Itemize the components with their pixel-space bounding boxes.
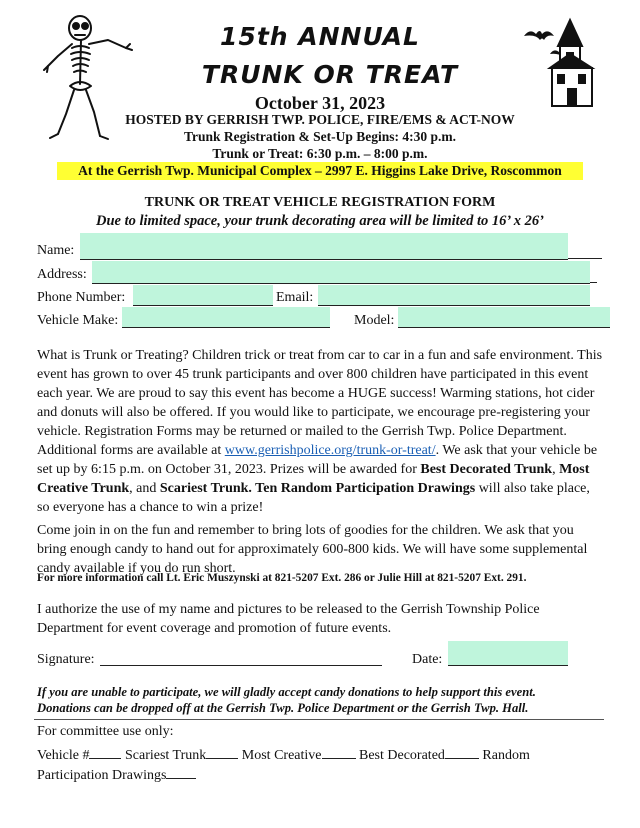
event-title-line1: 15th ANNUAL xyxy=(220,22,420,51)
vehicle-number-label: Vehicle # xyxy=(37,748,90,763)
email-field[interactable] xyxy=(318,285,590,306)
prize-most-creative: Most Creative Trunk xyxy=(37,462,590,496)
registration-link[interactable]: www.gerrishpolice.org/trunk-or-treat/ xyxy=(224,443,436,458)
vehicle-number-blank[interactable] xyxy=(89,746,121,759)
name-field[interactable] xyxy=(80,233,568,260)
description-paragraph xyxy=(37,346,603,517)
vehicle-make-label: Vehicle Make: xyxy=(37,313,119,328)
event-title-line2: TRUNK OR TREAT xyxy=(201,60,459,89)
name-label: Name: xyxy=(37,243,75,258)
description-text-a: What is Trunk or Treating? Children trick or treat from car to car in a fun and safe environment. This event has grown to over 45 trunk participants and over 800 children have participated in this event each year. We are proud to say this event has become a HUGE success! Warming stations, hot cider and donuts will also be offered. If you would like to participate, we encourage pre-registering your vehicle. Registration Forms may be returned or mailed to the Gerrish Twp. Police Department. Additional forms are available at xyxy=(37,348,603,458)
event-date: October 31, 2023 xyxy=(254,93,386,113)
model-label: Model: xyxy=(354,313,395,328)
creative-blank[interactable] xyxy=(322,746,356,759)
prize-separator-1: , xyxy=(552,462,560,477)
prize-separator-2: , and xyxy=(129,481,160,496)
form-subtitle: Due to limited space, your trunk decorating area will be limited to 16’ x 26’ xyxy=(95,213,544,229)
date-field[interactable] xyxy=(448,641,568,666)
date-label: Date: xyxy=(412,652,443,667)
phone-label: Phone Number: xyxy=(37,290,126,305)
event-time: Trunk or Treat: 6:30 p.m. – 8:00 p.m. xyxy=(212,146,428,161)
model-field[interactable] xyxy=(398,307,610,328)
signature-label: Signature: xyxy=(37,652,95,667)
authorization-text: I authorize the use of my name and pictures to be released to the Gerrish Township Police Department for event coverage and promotion of future events. xyxy=(37,602,540,636)
donations-line2: Donations can be dropped off at the Gerrish Twp. Police Department or the Gerrish Twp. Hall. xyxy=(37,701,529,715)
random-drawings-label: Random Participation Drawings xyxy=(37,748,530,783)
phone-field[interactable] xyxy=(133,285,273,306)
email-label: Email: xyxy=(276,290,314,305)
prize-best-decorated: Best Decorated Trunk xyxy=(420,462,553,477)
registration-time: Trunk Registration & Set-Up Begins: 4:30 p.m. xyxy=(183,129,456,144)
committee-title: For committee use only: xyxy=(37,724,174,739)
creative-label: Most Creative xyxy=(241,748,322,763)
divider xyxy=(34,719,604,720)
description-text-b: . We ask that your vehicle be set up by 6:15 p.m. on October 31, 2023. Prizes will be awarded for xyxy=(37,443,598,477)
committee-row xyxy=(37,746,603,786)
signature-field[interactable] xyxy=(100,665,382,666)
event-location: At the Gerrish Twp. Municipal Complex – 2997 E. Higgins Lake Drive, Roscommon xyxy=(57,162,583,180)
address-field[interactable] xyxy=(92,261,590,284)
scariest-label: Scariest Trunk xyxy=(124,748,207,763)
decorated-label: Best Decorated xyxy=(359,748,445,763)
hosted-by: HOSTED BY GERRISH TWP. POLICE, FIRE/EMS & ACT-NOW xyxy=(125,112,515,127)
vehicle-make-field[interactable] xyxy=(122,307,330,328)
prize-scariest-and-drawings: Scariest Trunk. Ten Random Participation Drawings xyxy=(159,481,476,496)
donations-line1: If you are unable to participate, we will gladly accept candy donations to help support this event. xyxy=(37,685,536,699)
candy-paragraph: Come join in on the fun and remember to bring lots of goodies for the children. We ask that you bring enough candy to hand out for approximately 600-800 kids. We will have some supplemental candy available if you do run short. xyxy=(37,523,588,576)
scariest-blank[interactable] xyxy=(206,746,238,759)
address-label: Address: xyxy=(37,267,87,282)
description-text-c: will also take place, so everyone has a chance to win a prize! xyxy=(37,481,590,515)
decorated-blank[interactable] xyxy=(445,746,479,759)
contact-info: For more information call Lt. Eric Muszynski at 821-5207 Ext. 286 or Julie Hill at 821-5207 Ext. 291. xyxy=(37,572,527,584)
form-title: TRUNK OR TREAT VEHICLE REGISTRATION FORM xyxy=(144,195,496,210)
random-drawings-blank[interactable] xyxy=(166,766,196,779)
